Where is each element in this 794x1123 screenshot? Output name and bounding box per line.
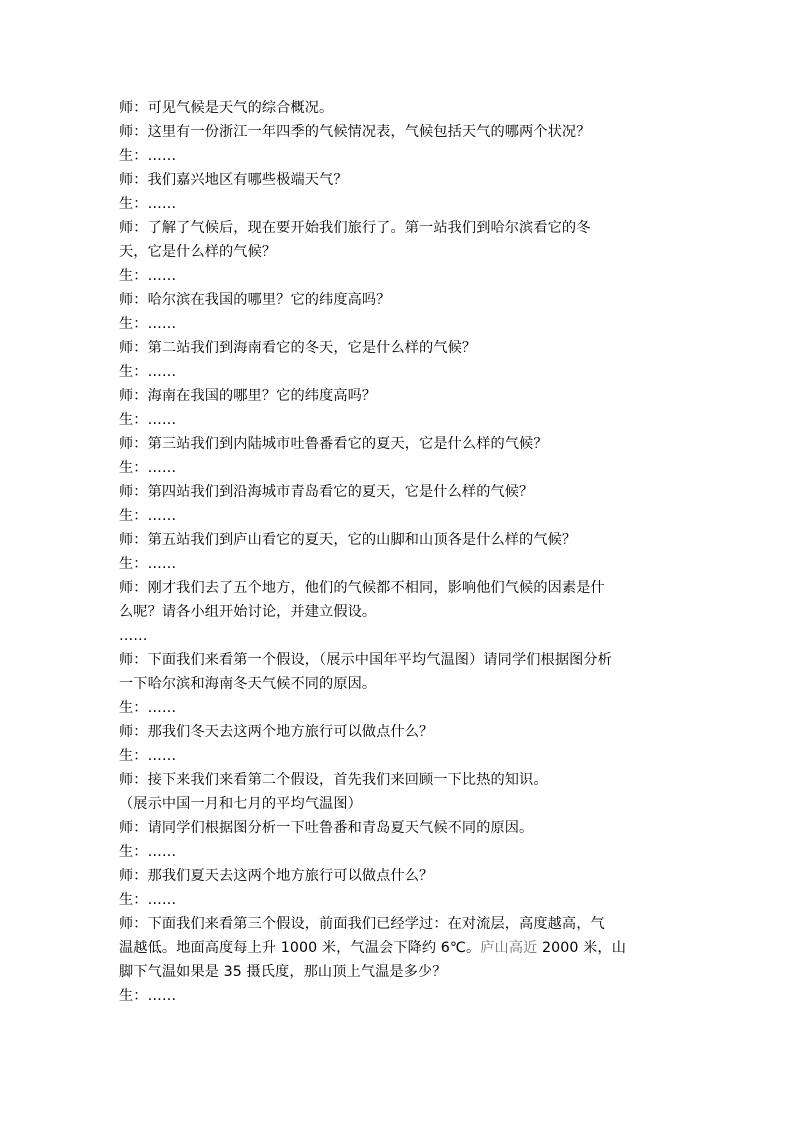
text-line: 生：…… bbox=[119, 316, 177, 332]
text-line: …… bbox=[119, 628, 148, 644]
text-line: 一下哈尔滨和海南冬天气候不同的原因。 bbox=[119, 676, 377, 692]
text-line: 师：下面我们来看第一个假设，（展示中国年平均气温图）请同学们根据图分析 bbox=[119, 652, 612, 668]
text-line-mixed bbox=[119, 936, 679, 960]
text-line: 生：…… bbox=[119, 268, 177, 284]
text-line: 么呢？请各小组开始讨论，并建立假设。 bbox=[119, 604, 377, 620]
text-line: 师：刚才我们去了五个地方，他们的气候都不相同，影响他们气候的因素是什 bbox=[119, 580, 605, 596]
text-segment: 2000 米，山 bbox=[537, 940, 626, 956]
text-line: 师：第二站我们到海南看它的冬天，它是什么样的气候？ bbox=[119, 340, 477, 356]
text-line: 师：下面我们来看第三个假设，前面我们已经学过：在对流层，高度越高，气 bbox=[119, 916, 605, 932]
text-line: 生：…… bbox=[119, 412, 177, 428]
text-line: 生：…… bbox=[119, 460, 177, 476]
text-line: 师：那我们冬天去这两个地方旅行可以做点什么？ bbox=[119, 724, 434, 740]
text-line: 师：第三站我们到内陆城市吐鲁番看它的夏天，它是什么样的气候？ bbox=[119, 436, 548, 452]
text-line: 师：可见气候是天气的综合概况。 bbox=[119, 100, 334, 116]
text-line: 天，它是什么样的气候？ bbox=[119, 244, 277, 260]
text-line: 师：那我们夏天去这两个地方旅行可以做点什么？ bbox=[119, 868, 434, 884]
text-line: 生：…… bbox=[119, 700, 177, 716]
text-line: 师：第四站我们到沿海城市青岛看它的夏天，它是什么样的气候？ bbox=[119, 484, 534, 500]
text-line: 师：了解了气候后，现在要开始我们旅行了。第一站我们到哈尔滨看它的冬 bbox=[119, 220, 591, 236]
text-line: 生：…… bbox=[119, 556, 177, 572]
text-line: （展示中国一月和七月的平均气温图） bbox=[119, 796, 362, 812]
text-line: 生：…… bbox=[119, 748, 177, 764]
text-line: 师：海南在我国的哪里？它的纬度高吗？ bbox=[119, 388, 377, 404]
text-line: 生：…… bbox=[119, 364, 177, 380]
text-line: 生：…… bbox=[119, 844, 177, 860]
text-line: 生：…… bbox=[119, 196, 177, 212]
text-line: 脚下气温如果是 35 摄氏度，那山顶上气温是多少？ bbox=[119, 964, 447, 980]
text-line: 生：…… bbox=[119, 892, 177, 908]
text-line: 生：…… bbox=[119, 148, 177, 164]
text-line: 生：…… bbox=[119, 508, 177, 524]
gray-text-segment: 庐山高近 bbox=[480, 940, 538, 956]
text-segment: 温越低。地面高度每上升 1000 米，气温会下降约 6℃。 bbox=[119, 940, 481, 956]
document-page bbox=[119, 96, 679, 1008]
text-line: 师：我们嘉兴地区有哪些极端天气？ bbox=[119, 172, 348, 188]
text-line: 师：第五站我们到庐山看它的夏天，它的山脚和山顶各是什么样的气候？ bbox=[119, 532, 577, 548]
text-line: 生：…… bbox=[119, 988, 177, 1004]
text-line: 师：哈尔滨在我国的哪里？它的纬度高吗？ bbox=[119, 292, 391, 308]
text-line: 师：这里有一份浙江一年四季的气候情况表，气候包括天气的哪两个状况？ bbox=[119, 124, 591, 140]
text-line: 师：接下来我们来看第二个假设，首先我们来回顾一下比热的知识。 bbox=[119, 772, 548, 788]
text-line: 师：请同学们根据图分析一下吐鲁番和青岛夏天气候不同的原因。 bbox=[119, 820, 534, 836]
